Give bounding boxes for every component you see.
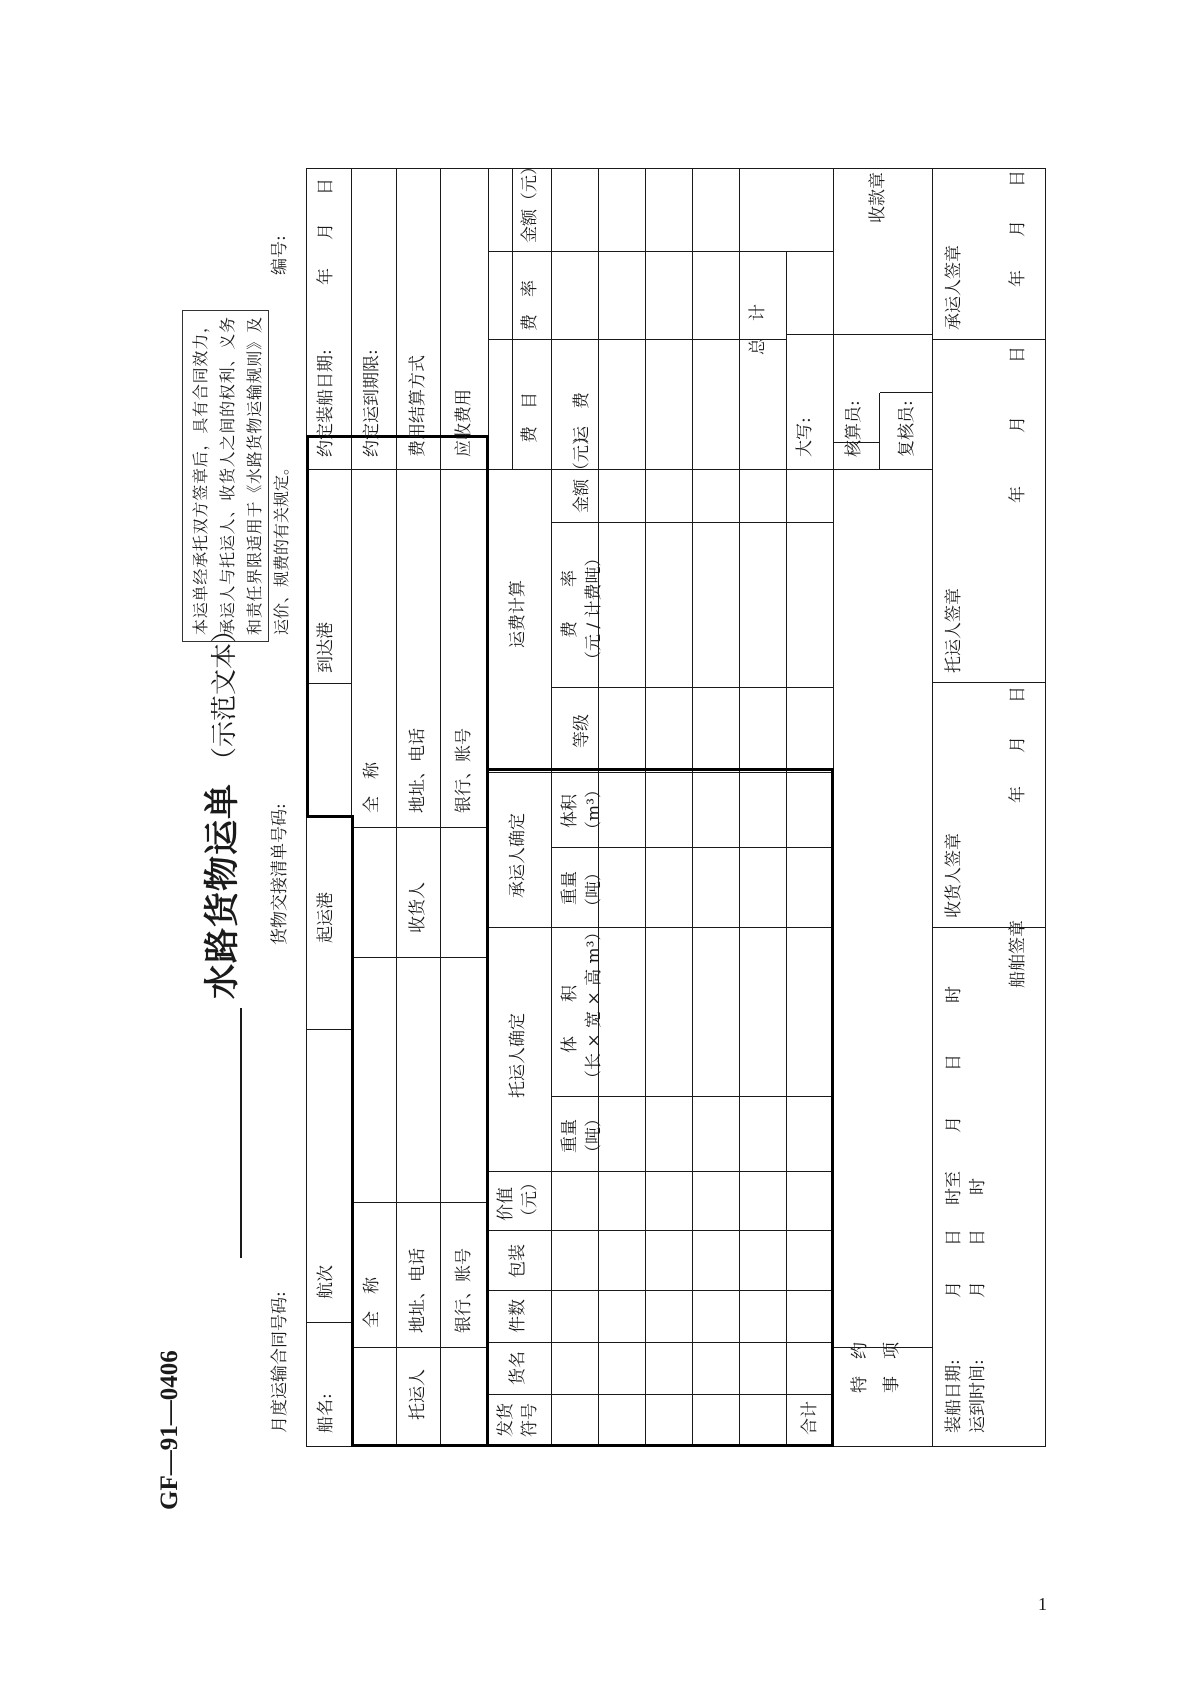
fee-amount-header: 金额（元） [520, 158, 540, 243]
shipper-confirm-header: 托运人确定 [508, 1013, 528, 1098]
special-terms-line1: 特 约 [850, 1342, 870, 1393]
grand-total-label: 总 计 [748, 304, 768, 355]
consignee-sign-month: 月 [1008, 736, 1028, 753]
v-line [488, 927, 833, 928]
v-line [833, 469, 932, 470]
v-line [488, 1230, 833, 1231]
freight-calc-header: 运费计算 [508, 580, 528, 648]
v-line [551, 847, 833, 848]
day-label: 日 [316, 178, 336, 195]
h-line [739, 168, 740, 1447]
v-line [351, 1202, 488, 1203]
page-number: 1 [1038, 1594, 1047, 1614]
loading-date-label: 装船日期: [944, 1359, 964, 1433]
loading-hour-to: 时至 [944, 1171, 964, 1205]
v-line [351, 1347, 488, 1348]
mark-header-bottom: 符号 [520, 1403, 540, 1437]
serial-no-label: 编号: [270, 235, 290, 275]
shipper-sign-label: 托运人签章 [944, 588, 964, 673]
v-line [488, 1342, 833, 1343]
h-line [786, 252, 787, 1447]
freight-label: 运 费 [572, 392, 592, 443]
fee-rate-header: 费 率 [520, 280, 540, 331]
loading-day-2: 日 [944, 1054, 964, 1071]
shipper-sign-year: 年 [1008, 486, 1028, 503]
arrival-hour: 时 [968, 1178, 988, 1195]
value-header-bottom: （元） [520, 1174, 540, 1225]
arrival-month: 月 [968, 1281, 988, 1298]
form-title: 水路货物运单 [202, 782, 243, 999]
c-weight-header-bottom: （吨） [584, 864, 604, 915]
capital-amount-label: 大写: [795, 417, 815, 457]
h-line [396, 168, 397, 1447]
consignee-sign-day: 日 [1008, 686, 1028, 703]
month-label: 月 [316, 223, 336, 240]
mark-header-top: 发货 [496, 1403, 516, 1437]
v-line [488, 1171, 833, 1172]
volume-header-bottom: （长 × 宽 × 高 m³） [584, 923, 604, 1087]
consignee-label: 收货人 [408, 882, 428, 933]
h-line [692, 168, 693, 1447]
c-volume-header-top: 体积 [560, 794, 580, 828]
weight-header-bottom: （吨） [584, 1110, 604, 1161]
shipper-address-label: 地址、电话 [408, 1248, 428, 1333]
value-header-top: 价值 [496, 1187, 516, 1221]
consignee-full-name-label: 全 称 [362, 762, 382, 813]
monthly-contract-label: 月度运输合同号码: [270, 1291, 290, 1433]
bold-outline [306, 815, 354, 818]
v-line [932, 682, 1045, 683]
carrier-sign-label: 承运人签章 [944, 245, 964, 330]
receipt-stamp-label: 收款章 [868, 172, 888, 223]
loading-hour-2: 时 [944, 986, 964, 1003]
shipper-label: 托运人 [408, 1369, 428, 1420]
handover-list-label: 货物交接清单号码: [270, 803, 290, 945]
reviewer-label: 复核员: [897, 400, 917, 457]
bold-outline [831, 768, 834, 1447]
goods-name-header: 货名 [508, 1351, 528, 1385]
bold-outline [351, 817, 354, 1447]
shipper-bank-label: 银行、账号 [454, 1248, 474, 1333]
loading-month: 月 [944, 1281, 964, 1298]
weight-header-top: 重量 [560, 1119, 580, 1153]
bold-outline [351, 1444, 833, 1447]
c-weight-header-top: 重量 [560, 871, 580, 905]
carrier-confirm-header: 承运人确定 [508, 813, 528, 898]
amount-header: 金额（元） [572, 428, 592, 513]
arrival-deadline-label: 约定运到期限: [362, 349, 382, 457]
v-line [306, 1322, 351, 1323]
doc-code: GF—91—0406 [156, 1350, 183, 1510]
arrival-day: 日 [968, 1229, 988, 1246]
loading-day: 日 [944, 1229, 964, 1246]
special-terms-line2: 事 项 [882, 1342, 902, 1393]
v-line [932, 927, 1045, 928]
checker-label: 核算员: [844, 400, 864, 457]
agreed-loading-date-label: 约定装船日期: [316, 349, 336, 457]
h-line [645, 168, 646, 1447]
c-volume-header-bottom: （m³） [584, 781, 604, 838]
v-line [488, 469, 833, 470]
h-line [440, 168, 441, 1447]
settlement-method-label: 费用结算方式 [408, 355, 428, 457]
rate-header-bottom: （元 / 计费吨） [584, 549, 604, 668]
v-line [786, 334, 932, 335]
arrival-time-label: 运到时间: [968, 1359, 988, 1433]
h-line [879, 393, 880, 470]
carrier-sign-month: 月 [1008, 220, 1028, 237]
carrier-sign-year: 年 [1008, 270, 1028, 287]
consignee-bank-label: 银行、账号 [454, 728, 474, 813]
h-line [932, 168, 933, 1447]
rate-header-top: 费 率 [560, 570, 580, 638]
ship-name-label: 船名: [316, 1393, 336, 1433]
carrier-sign-day: 日 [1008, 170, 1028, 187]
loading-month-2: 月 [944, 1116, 964, 1133]
shipper-full-name-label: 全 称 [362, 1277, 382, 1328]
subtotal-label: 合计 [800, 1401, 820, 1435]
v-line [351, 827, 488, 828]
bold-outline [486, 435, 489, 1447]
v-line [488, 1394, 833, 1395]
v-line [306, 1029, 351, 1030]
consignee-address-label: 地址、电话 [408, 728, 428, 813]
voyage-label: 航次 [316, 1265, 336, 1299]
v-line [351, 957, 488, 958]
v-line [488, 251, 833, 252]
grade-header: 等级 [572, 714, 592, 748]
ship-sign-label: 船舶签章 [1008, 920, 1028, 988]
year-label: 年 [316, 268, 336, 285]
consignee-sign-label: 收货人签章 [944, 833, 964, 918]
v-line [551, 687, 833, 688]
bold-outline [306, 436, 309, 818]
receivable-fees-label: 应收费用 [454, 389, 474, 457]
pieces-header: 件数 [508, 1299, 528, 1333]
frame-right [306, 168, 1046, 169]
title-underline [240, 1008, 242, 1258]
h-line [551, 168, 552, 1447]
v-line [488, 339, 786, 340]
h-line [512, 168, 513, 470]
v-line [488, 772, 833, 773]
v-line [880, 392, 932, 393]
shipper-sign-month: 月 [1008, 416, 1028, 433]
bold-outline [486, 768, 834, 771]
v-line [488, 1290, 833, 1291]
v-line [306, 469, 488, 470]
form-subtitle: （示范文本） [210, 616, 240, 773]
v-line [551, 1096, 833, 1097]
v-line [932, 339, 1045, 340]
fee-item-header: 费 目 [520, 392, 540, 443]
notice-box: 本运单经承托双方签章后，具有合同效力，承运人与托运人、收货人之间的权利、义务和责任界限适用于《水路货物运输规则》及运价、规费的有关规定。 [182, 310, 269, 642]
consignee-sign-year: 年 [1008, 786, 1028, 803]
volume-header-top: 体 积 [560, 985, 580, 1053]
shipper-sign-day: 日 [1008, 346, 1028, 363]
packing-header: 包装 [508, 1244, 528, 1278]
v-line [551, 522, 833, 523]
frame-bottom [1045, 168, 1046, 1447]
v-line [306, 683, 351, 684]
origin-port-label: 起运港 [316, 892, 336, 943]
dest-port-label: 到达港 [316, 622, 336, 673]
